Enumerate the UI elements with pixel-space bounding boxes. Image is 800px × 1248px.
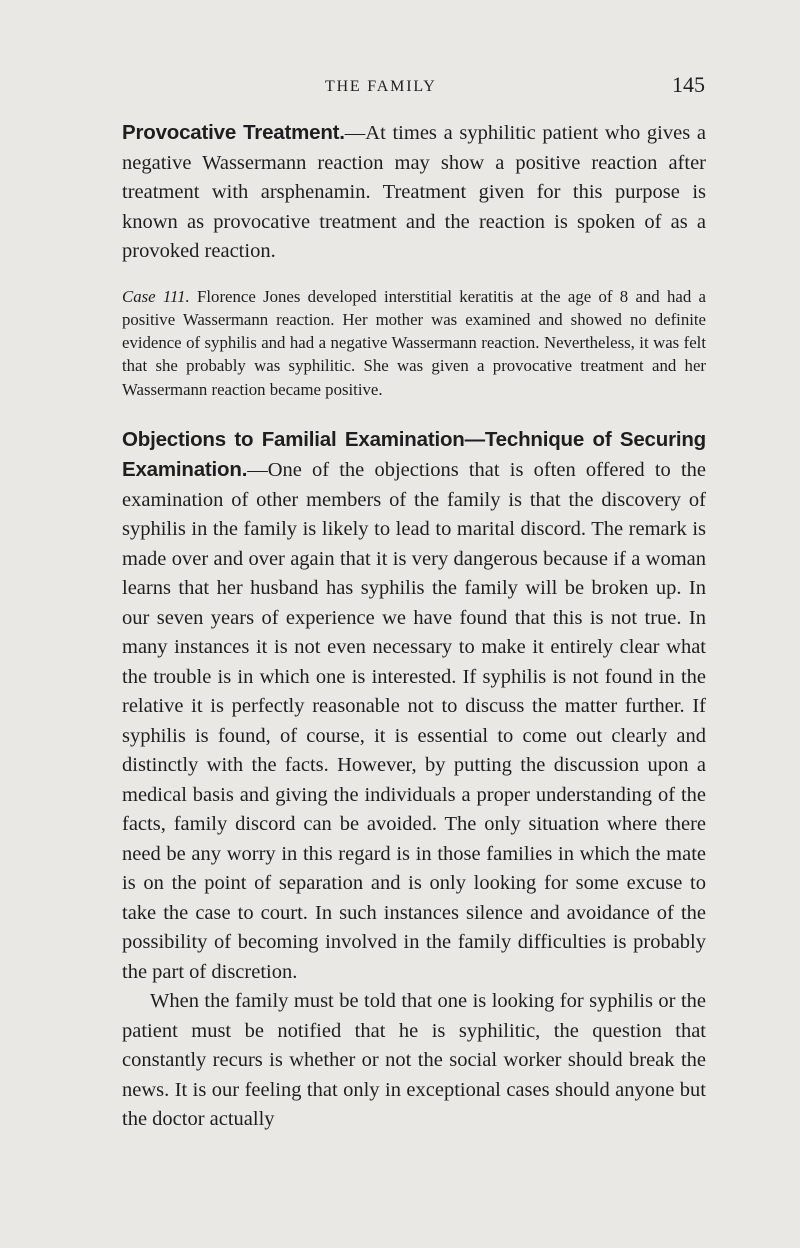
provocative-treatment-heading: Provocative Treatment.: [122, 121, 345, 144]
running-title: THE FAMILY: [325, 78, 437, 95]
objections-paragraph: [122, 425, 706, 988]
objections-heading: Objections to Familial Examination—Technique of Securing Examination.: [122, 427, 706, 482]
objections-text: —One of the objections that is often offered to the examination of other members of the family is that the discovery of syphilis in the family is likely to lead to marital discord. The remark is made over and over again that it is very dangerous because if a woman learns that her husband has syphilis the family will be broken up. In our seven years of experience we have found that this is not true. In many instances it is not even necessary to make it entirely clear what the trouble is in which one is interested. If syphilis is not found in the relative it is perfectly reasonable not to discuss the matter further. If syphilis is found, of course, it is essential to come out clearly and distinctly with the facts. However, by putting the discussion upon a medical basis and giving the individuals a proper understanding of the facts, family discord can be avoided. The only situation where there need be any worry in this regard is in those families in which the mate is on the point of separation and is only looking for some excuse to take the case to court. In such instances silence and avoidance of the possibility of becoming involved in the family difficulties is probably the part of discretion.: [122, 459, 706, 983]
body-text: [122, 118, 706, 1135]
provocative-treatment-text: —At times a syphilitic patient who gives a negative Wassermann reaction may show a positive reaction after treatment with arsphenamin. Treatment given for this purpose is known as provocative treatment and the reaction is spoken of as a provoked reaction.: [122, 122, 706, 262]
case-text: Florence Jones developed interstitial keratitis at the age of 8 and had a positive Wassermann reaction. Her mother was examined and showed no definite evidence of syphilis and had a negative Wassermann reaction. Nevertheless, it was felt that she probably was syphilitic. She was given a provocative treatment and her Wassermann reaction became positive.: [122, 286, 706, 399]
provocative-treatment-paragraph: [122, 118, 706, 267]
final-paragraph: When the family must be told that one is looking for syphilis or the patient must be notified that he is syphilitic, the question that constantly recurs is whether or not the social worker should break the news. It is our feeling that only in exceptional cases should anyone but the doctor actually: [122, 990, 706, 1131]
running-head: [0, 72, 800, 108]
case-paragraph: [122, 285, 706, 401]
page-number: 145: [672, 72, 705, 97]
case-label: Case 111.: [122, 286, 190, 306]
